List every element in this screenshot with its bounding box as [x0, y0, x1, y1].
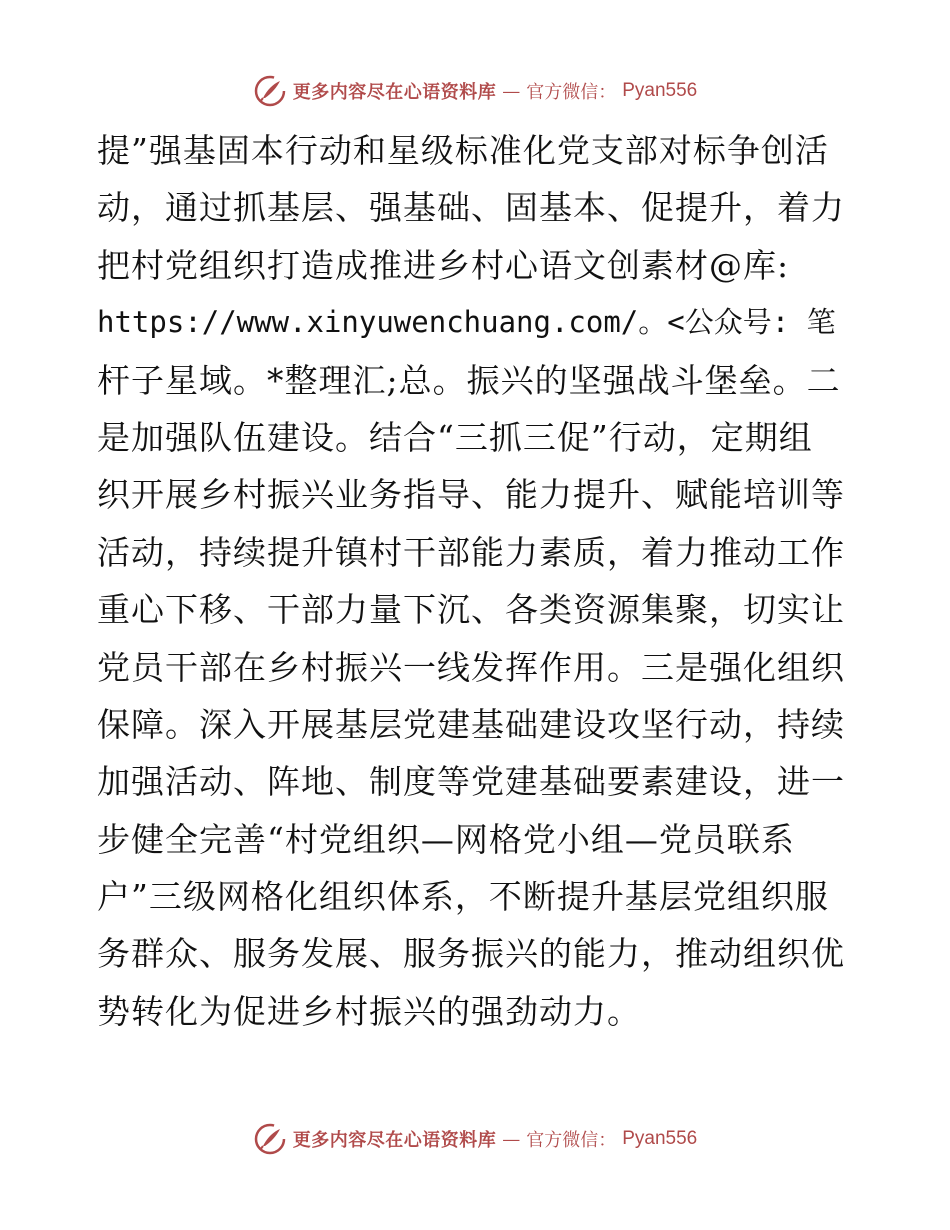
- body-line: 势转化为促进乡村振兴的强劲动力。: [97, 991, 641, 1031]
- body-line: 动，通过抓基层、强基础、固基本、促提升，着力: [97, 188, 845, 228]
- document-body: [97, 122, 857, 1040]
- header-brand-text: 更多内容尽在心语资料库: [292, 82, 497, 103]
- header-wechat-label: 官方微信：: [526, 82, 617, 103]
- body-line: 重心下移、干部力量下沉、各类资源集聚，切实让: [97, 590, 845, 630]
- feather-pen-icon: [253, 1122, 287, 1156]
- body-line: 活动，持续提升镇村干部能力素质，着力推动工作: [97, 532, 845, 572]
- body-line: 把村党组织打造成推进乡村心语文创素材@库:: [97, 245, 790, 285]
- header-banner: [0, 73, 950, 109]
- body-line: 加强活动、阵地、制度等党建基础要素建设，进一: [97, 762, 845, 802]
- body-line: 务群众、服务发展、服务振兴的能力，推动组织优: [97, 934, 845, 974]
- body-line: 杆子星域。*整理汇;总。振兴的坚强战斗堡垒。二: [97, 360, 841, 400]
- body-line: 提”强基固本行动和星级标准化党支部对标争创活: [97, 131, 829, 170]
- body-line: 是加强队伍建设。结合“三抓三促”行动，定期组: [97, 417, 813, 457]
- header-separator: —: [502, 80, 521, 102]
- body-line: 保障。深入开展基层党建基础建设攻坚行动，持续: [97, 704, 845, 744]
- footer-brand-text: 更多内容尽在心语资料库: [292, 1130, 497, 1151]
- body-line: 户”三级网格化组织体系，不断提升基层党组织服: [97, 877, 829, 917]
- header-wechat-id: Pyan556: [622, 80, 698, 101]
- footer-banner: [0, 1121, 950, 1157]
- body-line-url: https://www.xinyuwenchuang.com/。<公众号: 笔: [97, 305, 836, 340]
- footer-wechat-label: 官方微信：: [526, 1130, 617, 1151]
- footer-separator: —: [502, 1128, 521, 1150]
- body-line: 织开展乡村振兴业务指导、能力提升、赋能培训等: [97, 475, 845, 515]
- body-line: 步健全完善“村党组织—网格党小组—党员联系: [97, 819, 795, 859]
- feather-pen-icon: [253, 74, 287, 108]
- body-line: 党员干部在乡村振兴一线发挥作用。三是强化组织: [97, 647, 845, 687]
- footer-wechat-id: Pyan556: [622, 1128, 698, 1149]
